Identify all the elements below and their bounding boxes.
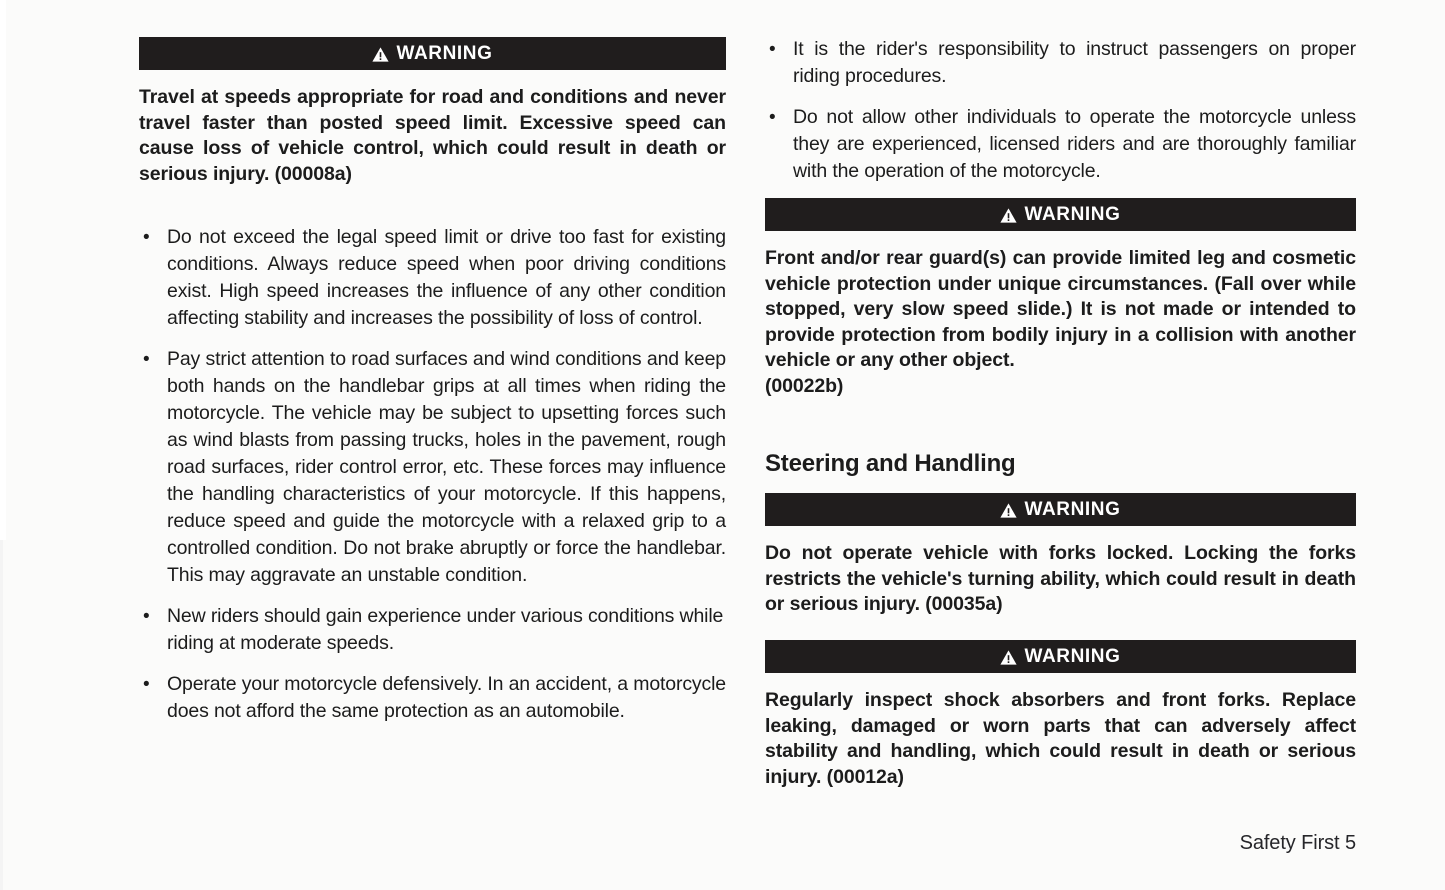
list-item-text: Do not allow other individuals to operate the motorcycle unless they are experienced, licensed riders and are thoroughly familiar with the operation of the motorcycle. — [793, 106, 1356, 182]
warning-banner-label: WARNING — [396, 43, 493, 64]
list-item-text: New riders should gain experience under various conditions while riding at moderate speeds. — [167, 605, 724, 654]
warning-banner-label: WARNING — [1024, 499, 1121, 520]
bullet-marker: • — [143, 606, 150, 627]
list-item-text: It is the rider's responsibility to instruct passengers on proper riding procedures. — [793, 38, 1356, 87]
warning-triangle-icon — [1000, 650, 1017, 665]
bullet-marker: • — [143, 349, 150, 370]
bullet-marker: • — [769, 39, 776, 60]
list-item-text: Operate your motorcycle defensively. In an accident, a motorcycle does not afford the same protection as an automobile. — [167, 673, 726, 722]
list-item — [765, 36, 1356, 90]
right-bullet-list — [765, 36, 1356, 185]
warning-banner-2 — [765, 198, 1356, 231]
warning-2-body-text: Front and/or rear guard(s) can provide limited leg and cosmetic vehicle protection under unique circumstances. (Fall over while stopped, very slow speed slide.) It is not made or intended to provide protection from bodily injury in a collision with another vehicle or any other object. — [765, 247, 1356, 371]
warning-1-body: Travel at speeds appropriate for road and conditions and never travel faster than posted speed limit. Excessive speed can cause loss of vehicle control, which could result in death or serious injury. (00008a) — [139, 86, 726, 185]
page-title: Steering and Handling — [765, 450, 1016, 477]
bullet-marker: • — [769, 107, 776, 128]
warning-banner-label: WARNING — [1024, 646, 1121, 667]
warning-triangle-icon — [1000, 208, 1017, 223]
left-bullet-list — [139, 224, 726, 725]
scan-edge-artifact-left — [0, 540, 3, 890]
list-item-text: Do not exceed the legal speed limit or drive too fast for existing conditions. Always reduce speed when poor driving conditions exist. High speed increases the influence of any other condition affecting stability and increases the possibility of loss of control. — [167, 226, 726, 329]
warning-triangle-icon — [372, 47, 389, 62]
warning-triangle-icon — [1000, 503, 1017, 518]
list-item — [139, 224, 726, 332]
bullet-marker: • — [143, 227, 150, 248]
warning-banner-1 — [139, 37, 726, 70]
list-item — [139, 671, 726, 725]
warning-banner-4 — [765, 640, 1356, 673]
warning-2-body-code: (00022b) — [765, 374, 844, 397]
warning-3-body: Do not operate vehicle with forks locked. Locking the forks restricts the vehicle's turning ability, which could result in death or serious injury. (00035a) — [765, 542, 1356, 615]
list-item-text: Pay strict attention to road surfaces and wind conditions and keep both hands on the handlebar grips at all times when riding the motorcycle. The vehicle may be subject to upsetting forces such as wind blasts from passing trucks, holes in the pavement, rough road surfaces, rider control error, etc. These forces may influence the handling characteristics of your motorcycle. If this happens, reduce speed and guide the motorcycle with a relaxed grip to a controlled condition. Do not brake abruptly or force the handlebar. This may aggravate an unstable condition. — [167, 348, 726, 586]
scan-edge-artifact-top — [0, 0, 6, 540]
list-item — [139, 346, 726, 589]
page-footer: Safety First 5 — [1239, 832, 1356, 854]
warning-2-body — [765, 246, 1356, 399]
list-item — [765, 104, 1356, 185]
list-item — [139, 603, 726, 657]
warning-4-body: Regularly inspect shock absorbers and front forks. Replace leaking, damaged or worn parts that can adversely affect stability and handling, which could result in death or serious injury. (00012a) — [765, 689, 1356, 788]
bullet-marker: • — [143, 674, 150, 695]
warning-banner-label: WARNING — [1024, 204, 1121, 225]
warning-banner-3 — [765, 493, 1356, 526]
